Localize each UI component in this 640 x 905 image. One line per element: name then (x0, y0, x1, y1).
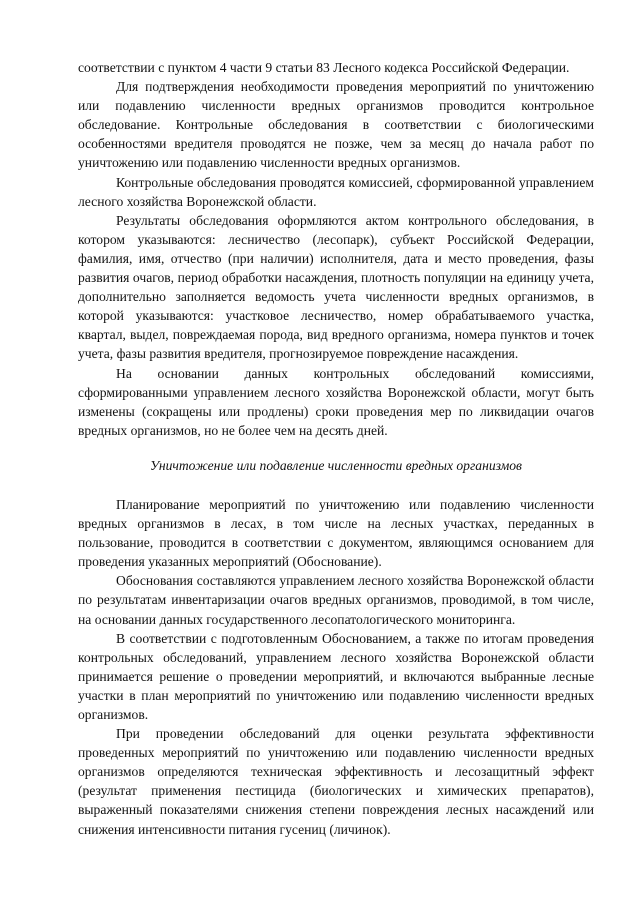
paragraph: Обоснования составляются управлением лесного хозяйства Воронежской области по результатам инвентаризации очагов вредных организмов, проводимой, в том числе, на основании данных государственного лесопатологического мониторинга. (78, 573, 594, 627)
paragraph: Планирование мероприятий по уничтожению или подавлению численности вредных организмов в лесах, в том числе на лесных участках, переданных в пользование, проводится в соответствии с документом, являющимся основанием для проведения указанных мероприятий (Обоснование). (78, 496, 594, 570)
paragraph: На основании данных контрольных обследований комиссиями, сформированными управлением лесного хозяйства Воронежской области, могут быть изменены (сокращены или продлены) сроки проведения мер по ликвидации очагов вредных организмов, но не более чем на десять дней. (78, 365, 594, 438)
document-page (78, 58, 594, 839)
paragraph: Для подтверждения необходимости проведения мероприятий по уничтожению или подавлению численности вредных организмов проводится контрольное обследование. Контрольные обследования в соответствии с биологическими особенностями вредителя проводятся не позже, чем за месяц до начала работ по уничтожению или подавлению численности вредных организмов. (78, 79, 594, 171)
paragraph: соответствии с пунктом 4 части 9 статьи 83 Лесного кодекса Российской Федерации. (78, 60, 570, 75)
section-heading: Уничтожение или подавление численности вредных организмов (150, 457, 522, 473)
paragraph: Контрольные обследования проводятся комиссией, сформированной управлением лесного хозяйства Воронежской области. (78, 174, 594, 209)
paragraph: В соответствии с подготовленным Обоснованием, а также по итогам проведения контрольных обследований, управлением лесного хозяйства Воронежской области принимается решение о проведении мероприятий, и включаются выбранные лесные участки в план мероприятий по уничтожению или подавлению численности вредных организмов. (78, 630, 594, 722)
paragraph: Результаты обследования оформляются актом контрольного обследования, в котором указываются: лесничество (лесопарк), субъект Российской Федерации, фамилия, имя, отчество (при наличии) исполнителя, дата и место проведения, фазы развития очагов, период обработки насаждения, плотность популяции на единицу учета, дополнительно заполняется ведомость учета численности вредных организмов, в которой указываются: участковое лесничество, номер обрабатываемого участка, квартал, выдел, повреждаемая порода, вид вредного организма, номера пунктов и точек учета, фазы развития вредителя, прогнозируемое повреждение насаждения. (78, 212, 594, 362)
paragraph: При проведении обследований для оценки результата эффективности проведенных мероприятий по уничтожению или подавлению численности вредных организмов определяются техническая эффективность и лесозащитный эффект (результат применения пестицида (биологических и химических препаратов), выраженный показателями снижения степени повреждения лесных насаждений или снижения интенсивности питания гусениц (личинок). (78, 726, 594, 837)
